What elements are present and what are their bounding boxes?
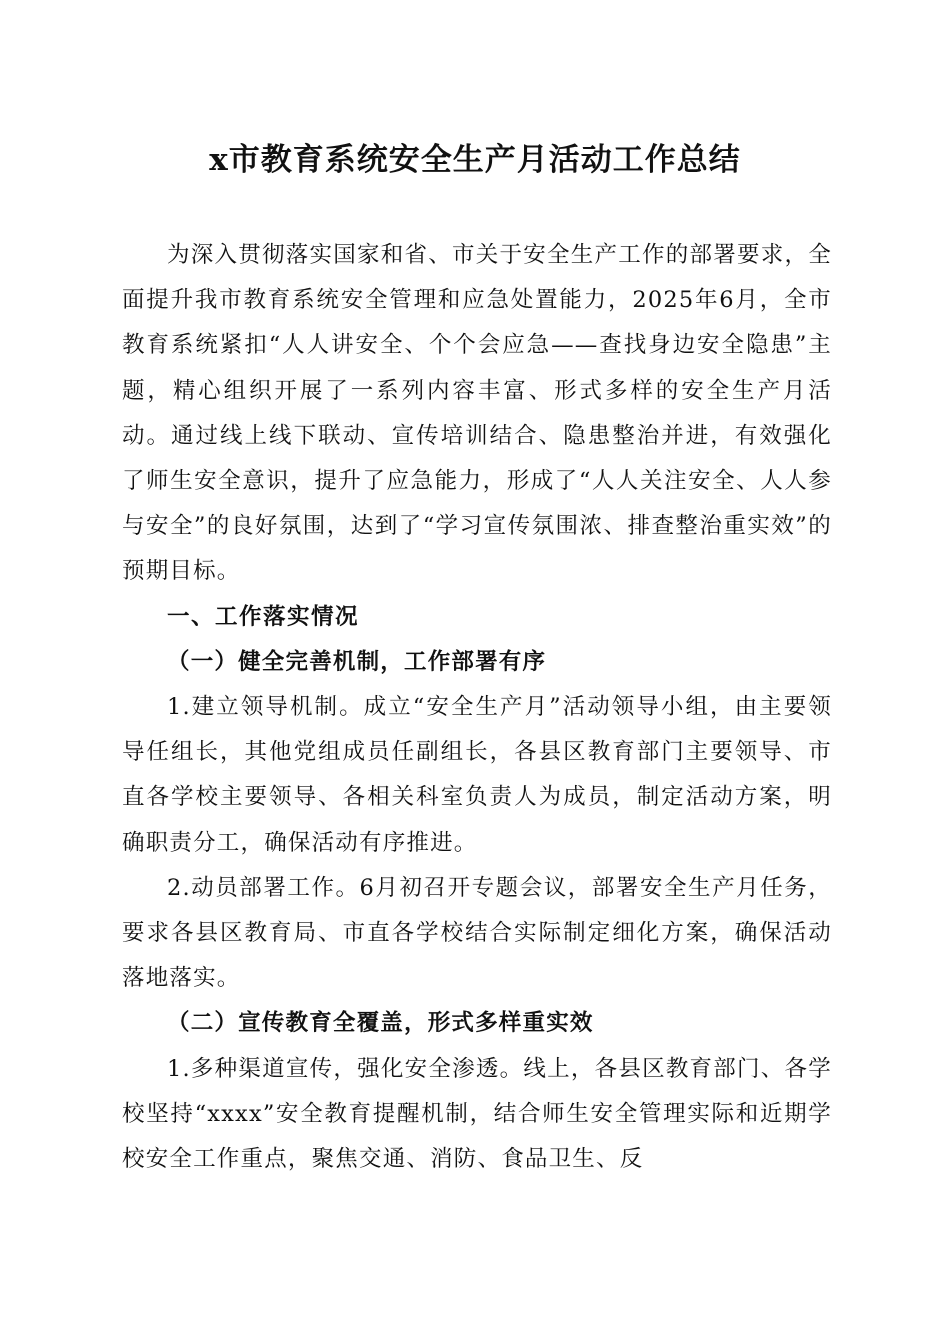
document-body — [122, 233, 832, 1182]
paragraph-multi-channel-publicity: 1.多种渠道宣传，强化安全渗透。线上，各县区教育部门、各学校坚持“xxxx”安全教育提醒机制，结合师生安全管理实际和近期学校安全工作重点，聚焦交通、消防、食品卫生、反 — [122, 1055, 832, 1173]
intro-paragraph: 为深入贯彻落实国家和省、市关于安全生产工作的部署要求，全面提升我市教育系统安全管理和应急处置能力，2025年6月，全市教育系统紧扣“人人讲安全、个个会应急——查找身边安全隐患”主题，精心组织开展了一系列内容丰富、形式多样的安全生产月活动。通过线上线下联动、宣传培训结合、隐患整治并进，有效强化了师生安全意识，提升了应急能力，形成了“人人关注安全、人人参与安全”的良好氛围，达到了“学习宣传氛围浓、排查整治重实效”的预期目标。 — [122, 242, 832, 585]
paragraph-leadership-mechanism: 1.建立领导机制。成立“安全生产月”活动领导小组，由主要领导任组长，其他党组成员任副组长，各县区教育部门主要领导、市直各学校主要领导、各相关科室负责人为成员，制定活动方案，明确职责分工，确保活动有序推进。 — [122, 694, 832, 856]
document-title: x市教育系统安全生产月活动工作总结 — [209, 142, 741, 178]
subsection-heading-publicity: （二）宣传教育全覆盖，形式多样重实效 — [167, 1010, 594, 1037]
paragraph-mobilization: 2.动员部署工作。6月初召开专题会议，部署安全生产月任务，要求各县区教育局、市直各学校结合实际制定细化方案，确保活动落地落实。 — [122, 874, 832, 992]
section-heading-work-implementation: 一、工作落实情况 — [167, 603, 360, 630]
subsection-heading-mechanism: （一）健全完善机制，工作部署有序 — [167, 648, 547, 675]
